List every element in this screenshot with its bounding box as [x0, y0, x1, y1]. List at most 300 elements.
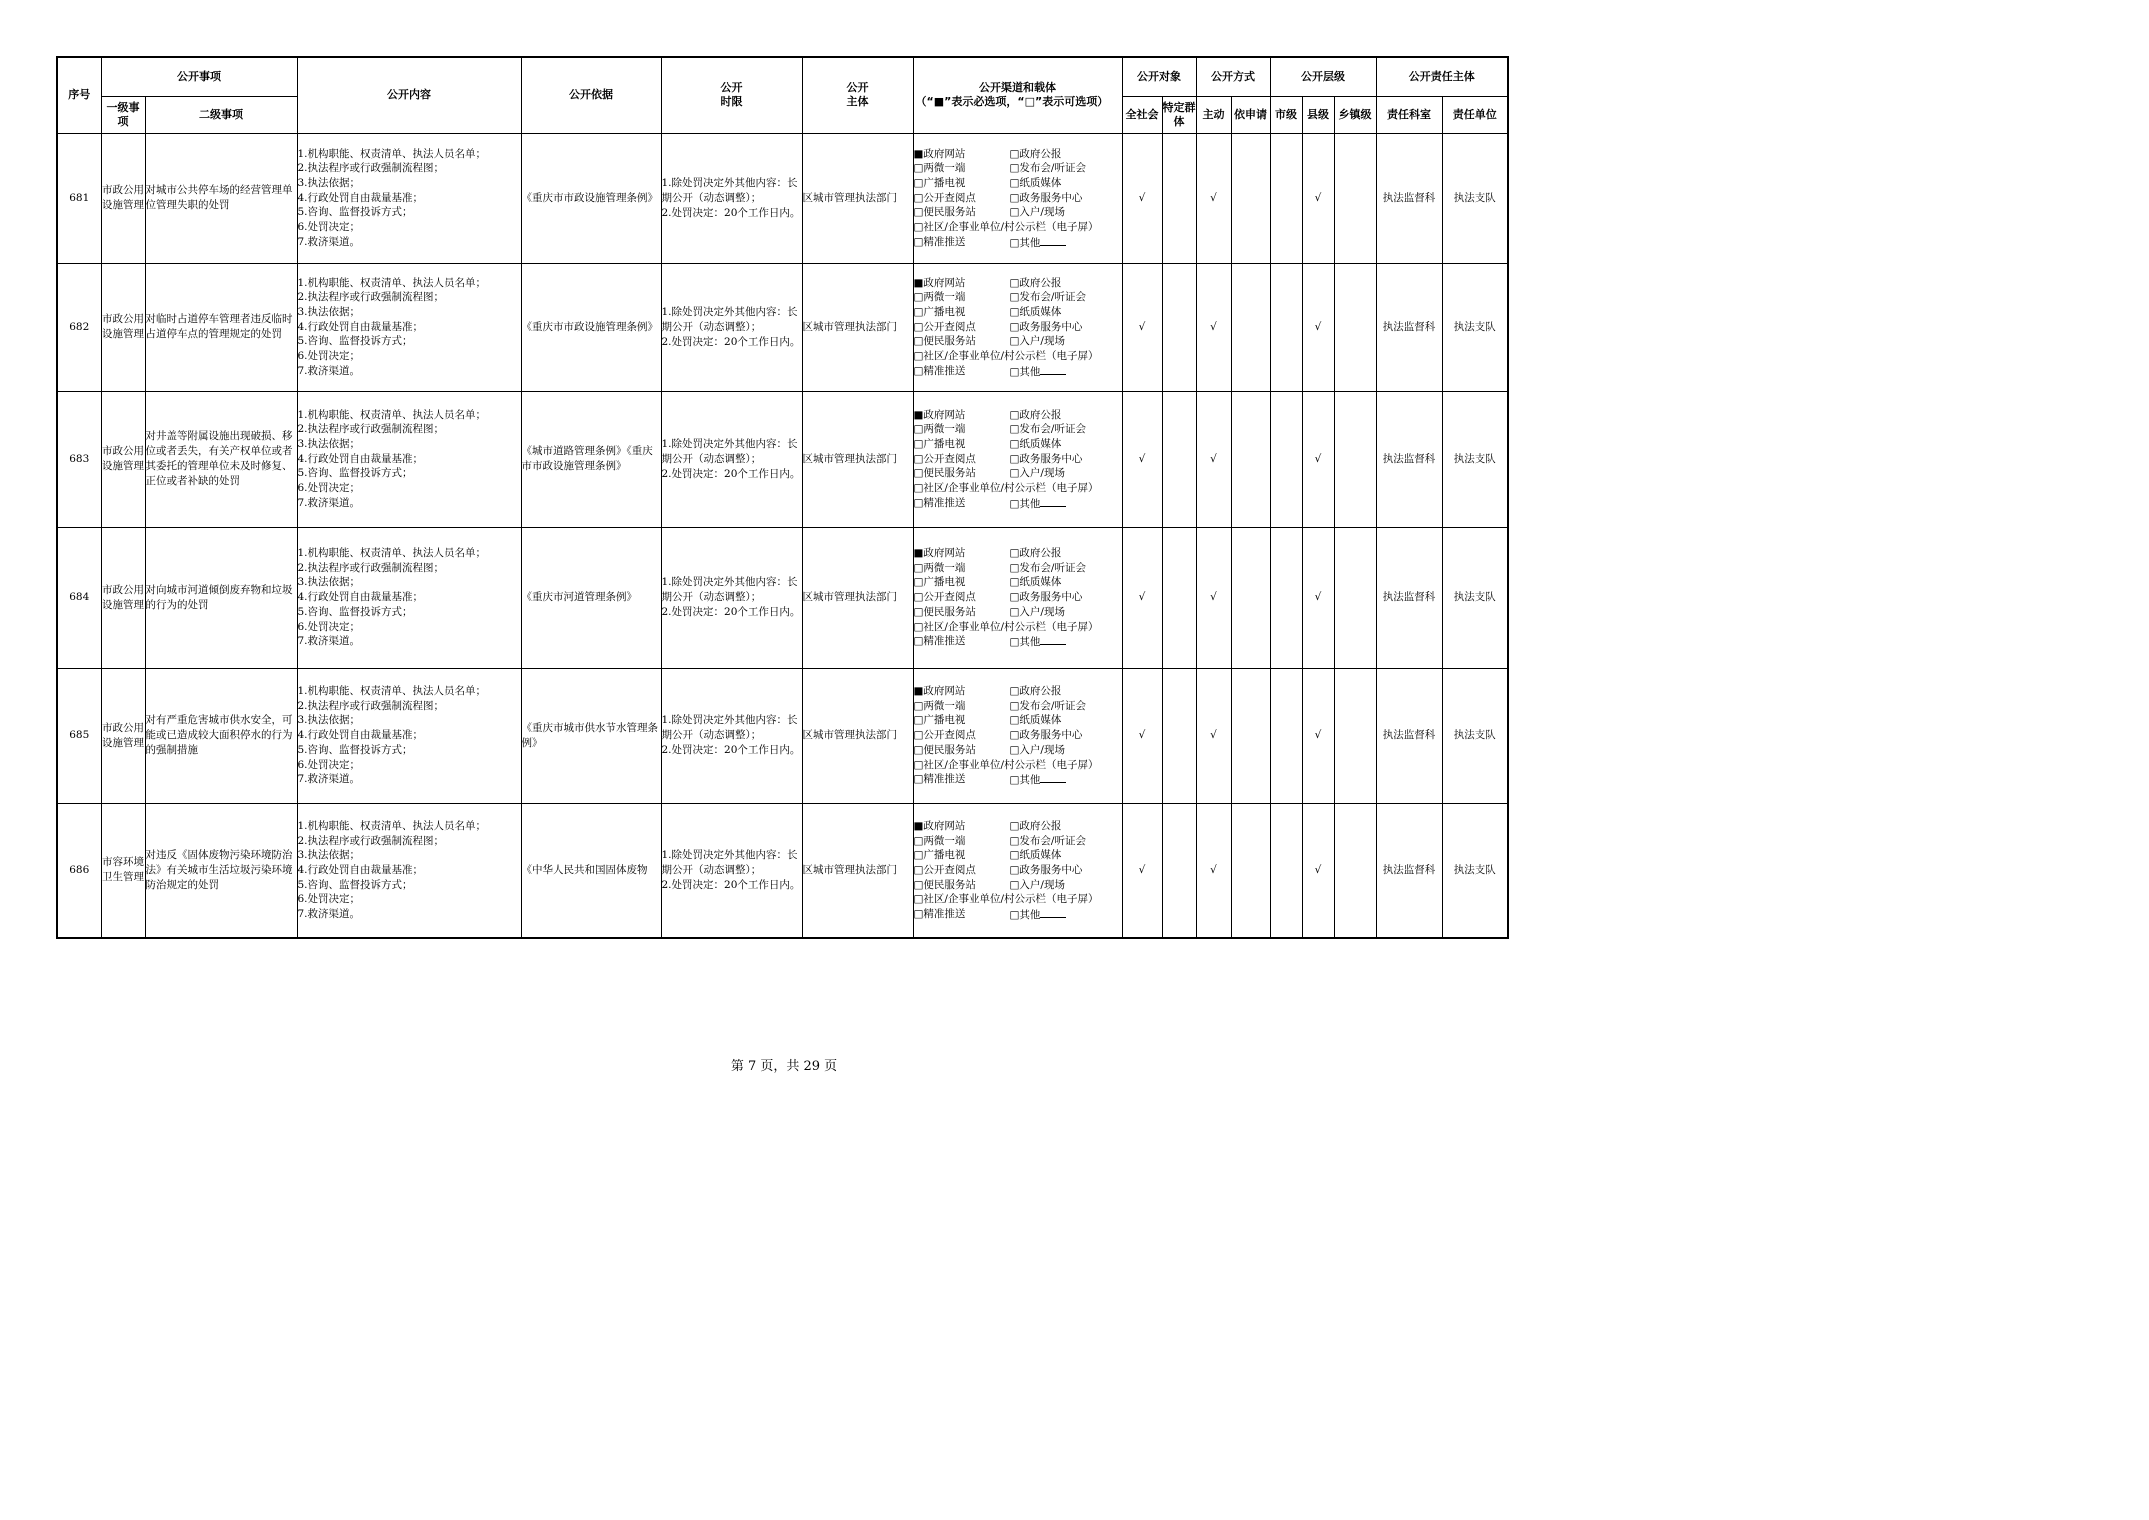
channel-option: □公开查阅点 — [913, 320, 976, 333]
row-resp-unit: 执法支队 — [1442, 263, 1508, 391]
channel-row — [914, 834, 1122, 849]
row-subject: 区城市管理执法部门 — [802, 133, 913, 263]
row-method-request — [1231, 263, 1270, 391]
content-line: 2.执法程序或行政强制流程图； — [297, 423, 445, 436]
channel-option: □政府公报 — [1009, 408, 1062, 421]
row-method-active: √ — [1196, 803, 1231, 938]
content-line: 1.机构职能、权责清单、执法人员名单； — [297, 547, 487, 560]
row-basis: 《重庆市市政设施管理条例》 — [521, 133, 661, 263]
content-line: 4.行政处罚自由裁量基准； — [297, 452, 424, 465]
table-row — [57, 391, 1508, 527]
content-line: 3.执法依据； — [297, 437, 361, 450]
content-line: 3.执法依据； — [297, 849, 361, 862]
row-deadline — [661, 668, 802, 803]
deadline-line: 1.除处罚决定外其他内容：长期公开（动态调整）； — [661, 576, 798, 603]
channel-option: □政府公报 — [1009, 147, 1062, 160]
row-target-specific — [1162, 527, 1196, 668]
channel-option: □精准推送 — [913, 773, 966, 786]
channel-option: □政务服务中心 — [1009, 320, 1083, 333]
channel-option: □两微一端 — [913, 291, 966, 304]
row-seq: 682 — [57, 263, 101, 391]
channel-option: □政务服务中心 — [1009, 591, 1083, 604]
channel-option: □其他 — [1010, 772, 1067, 787]
row-resp-unit: 执法支队 — [1442, 527, 1508, 668]
row-level-county: √ — [1302, 668, 1334, 803]
row-level-town — [1334, 391, 1376, 527]
channel-row — [914, 161, 1122, 176]
row-category: 市容环境卫生管理 — [101, 803, 145, 938]
content-line: 5.咨询、监督投诉方式； — [297, 467, 413, 480]
header-target-all: 全社会 — [1122, 96, 1162, 133]
deadline-line: 1.除处罚决定外其他内容：长期公开（动态调整）； — [661, 848, 798, 876]
channel-option: □精准推送 — [913, 235, 966, 248]
deadline-line: 1.除处罚决定外其他内容：长期公开（动态调整）； — [661, 437, 798, 465]
row-level-city — [1270, 263, 1302, 391]
content-line: 5.咨询、监督投诉方式； — [297, 605, 413, 618]
channel-option: □入户/现场 — [1009, 605, 1065, 618]
row-level-county: √ — [1302, 133, 1334, 263]
row-channels — [913, 803, 1122, 938]
channel-option: □其他 — [1010, 907, 1067, 922]
channel-option: □其他 — [1010, 235, 1067, 250]
channel-row — [914, 713, 1122, 728]
channel-option: □入户/现场 — [1009, 743, 1065, 756]
row-content — [297, 133, 521, 263]
row-content — [297, 527, 521, 668]
row-method-request — [1231, 133, 1270, 263]
row-resp-office: 执法监督科 — [1376, 263, 1442, 391]
row-resp-unit: 执法支队 — [1442, 133, 1508, 263]
channel-option: □政务服务中心 — [1009, 863, 1083, 876]
row-target-specific — [1162, 391, 1196, 527]
content-line: 1.机构职能、权责清单、执法人员名单； — [297, 408, 487, 421]
row-channels — [913, 263, 1122, 391]
channel-row — [914, 819, 1122, 834]
channel-row — [914, 422, 1122, 437]
blank-line — [1040, 907, 1066, 918]
row-resp-office: 执法监督科 — [1376, 527, 1442, 668]
channel-community: □社区/企事业单位/村公示栏（电子屏） — [913, 221, 1099, 234]
row-content — [297, 668, 521, 803]
row-method-active: √ — [1196, 391, 1231, 527]
row-target-all: √ — [1122, 668, 1162, 803]
content-line: 3.执法依据； — [297, 576, 361, 589]
channel-option: □纸质媒体 — [1009, 714, 1062, 727]
row-resp-unit: 执法支队 — [1442, 803, 1508, 938]
channel-option: □两微一端 — [913, 699, 966, 712]
row-method-active: √ — [1196, 133, 1231, 263]
channel-row — [914, 907, 1122, 922]
header-method: 公开方式 — [1196, 57, 1270, 96]
row-seq: 686 — [57, 803, 101, 938]
channel-row — [914, 466, 1122, 481]
row-subject: 区城市管理执法部门 — [802, 263, 913, 391]
row-subject: 区城市管理执法部门 — [802, 668, 913, 803]
channel-option: □便民服务站 — [913, 335, 976, 348]
header-level-county: 县级 — [1302, 96, 1334, 133]
channel-option: □便民服务站 — [913, 878, 976, 891]
row-method-active: √ — [1196, 263, 1231, 391]
header-level1: 一级事项 — [101, 96, 145, 133]
channel-option: □政府公报 — [1009, 685, 1062, 698]
channel-community: □社区/企事业单位/村公示栏（电子屏） — [913, 620, 1099, 633]
row-method-request — [1231, 391, 1270, 527]
channel-option: □广播电视 — [913, 305, 966, 318]
channel-option: □精准推送 — [913, 496, 966, 509]
row-method-request — [1231, 668, 1270, 803]
channel-row — [914, 235, 1122, 250]
channel-option: □精准推送 — [913, 635, 966, 648]
table-row — [57, 803, 1508, 938]
row-target-all: √ — [1122, 263, 1162, 391]
channel-option: □纸质媒体 — [1009, 305, 1062, 318]
row-level-city — [1270, 391, 1302, 527]
channel-row — [914, 561, 1122, 576]
row-deadline — [661, 527, 802, 668]
row-level-county: √ — [1302, 263, 1334, 391]
row-target-specific — [1162, 668, 1196, 803]
channel-row — [914, 147, 1122, 162]
row-deadline — [661, 263, 802, 391]
row-target-specific — [1162, 263, 1196, 391]
header-method-request: 依申请 — [1231, 96, 1270, 133]
row-category: 市政公用设施管理 — [101, 527, 145, 668]
channel-option: ■政府网站 — [913, 276, 966, 289]
channel-row — [914, 863, 1122, 878]
row-item: 对向城市河道倾倒废弃物和垃圾的行为的处罚 — [145, 527, 297, 668]
channel-option: □入户/现场 — [1009, 335, 1065, 348]
blank-line — [1040, 634, 1066, 645]
channel-option: □两微一端 — [913, 834, 966, 847]
channel-row — [914, 546, 1122, 561]
channel-row — [914, 699, 1122, 714]
row-level-town — [1334, 263, 1376, 391]
row-seq: 685 — [57, 668, 101, 803]
content-line: 4.行政处罚自由裁量基准； — [297, 591, 424, 604]
content-line: 1.机构职能、权责清单、执法人员名单； — [297, 685, 487, 698]
channel-row — [914, 437, 1122, 452]
content-line: 6.处罚决定； — [297, 893, 361, 906]
channel-option: □纸质媒体 — [1009, 437, 1062, 450]
row-level-town — [1334, 668, 1376, 803]
row-method-active: √ — [1196, 668, 1231, 803]
row-item: 对城市公共停车场的经营管理单位管理失职的处罚 — [145, 133, 297, 263]
row-channels — [913, 527, 1122, 668]
channel-row — [914, 878, 1122, 893]
channel-option: □入户/现场 — [1009, 878, 1065, 891]
channel-row — [914, 364, 1122, 379]
row-deadline — [661, 391, 802, 527]
channel-option: □两微一端 — [913, 423, 966, 436]
channel-option: □政府公报 — [1009, 819, 1062, 832]
row-content — [297, 263, 521, 391]
row-item: 对临时占道停车管理者违反临时占道停车点的管理规定的处罚 — [145, 263, 297, 391]
row-deadline — [661, 803, 802, 938]
row-channels — [913, 133, 1122, 263]
deadline-line: 1.除处罚决定外其他内容：长期公开（动态调整）； — [661, 305, 798, 333]
channel-option: ■政府网站 — [913, 819, 966, 832]
channel-option: □广播电视 — [913, 176, 966, 189]
content-line: 7.救济渠道。 — [297, 635, 361, 648]
deadline-line: 1.除处罚决定外其他内容：长期公开（动态调整）； — [661, 714, 798, 741]
row-basis: 《城市道路管理条例》《重庆市市政设施管理条例》 — [521, 391, 661, 527]
content-line: 1.机构职能、权责清单、执法人员名单； — [297, 276, 487, 289]
header-channels-note: （“■”表示必选项，“□”表示可选项） — [915, 95, 1109, 109]
content-line: 7.救济渠道。 — [297, 235, 361, 248]
header-resp-office: 责任科室 — [1376, 96, 1442, 133]
channel-row — [914, 590, 1122, 605]
header-resp-unit: 责任单位 — [1442, 96, 1508, 133]
content-line: 6.处罚决定； — [297, 221, 361, 234]
channel-row — [914, 743, 1122, 758]
channel-option: ■政府网站 — [913, 547, 966, 560]
channel-option: □公开查阅点 — [913, 452, 976, 465]
row-target-specific — [1162, 133, 1196, 263]
row-category: 市政公用设施管理 — [101, 391, 145, 527]
row-level-city — [1270, 668, 1302, 803]
header-deadline: 公开 时限 — [661, 57, 802, 133]
row-target-specific — [1162, 803, 1196, 938]
content-line: 2.执法程序或行政强制流程图； — [297, 162, 445, 175]
channel-row — [914, 772, 1122, 787]
channel-option: □广播电视 — [913, 849, 966, 862]
row-category: 市政公用设施管理 — [101, 263, 145, 391]
row-method-request — [1231, 527, 1270, 668]
deadline-line: 2.处罚决定：20个工作日内。 — [661, 206, 801, 219]
row-seq: 681 — [57, 133, 101, 263]
content-line: 2.执法程序或行政强制流程图； — [297, 561, 445, 574]
content-line: 4.行政处罚自由裁量基准； — [297, 191, 424, 204]
channel-community: □社区/企事业单位/村公示栏（电子屏） — [913, 350, 1099, 363]
content-line: 3.执法依据； — [297, 176, 361, 189]
deadline-line: 2.处罚决定：20个工作日内。 — [661, 878, 801, 891]
channel-option: □纸质媒体 — [1009, 576, 1062, 589]
content-line: 7.救济渠道。 — [297, 364, 361, 377]
deadline-line: 2.处罚决定：20个工作日内。 — [661, 744, 801, 756]
channel-option: □公开查阅点 — [913, 191, 976, 204]
row-basis: 《重庆市城市供水节水管理条例》 — [521, 668, 661, 803]
channel-row — [914, 320, 1122, 335]
row-item: 对有严重危害城市供水安全，可能或已造成较大面积停水的行为的强制措施 — [145, 668, 297, 803]
header-level: 公开层级 — [1270, 57, 1376, 96]
deadline-line: 2.处罚决定：20个工作日内。 — [661, 467, 801, 480]
page-footer: 第 7 页，共 29 页 — [730, 1059, 838, 1074]
row-level-town — [1334, 527, 1376, 668]
row-level-city — [1270, 803, 1302, 938]
row-seq: 683 — [57, 391, 101, 527]
channel-community: □社区/企事业单位/村公示栏（电子屏） — [913, 482, 1099, 495]
row-item: 对违反《固体废物污染环境防治法》有关城市生活垃圾污染环境防治规定的处罚 — [145, 803, 297, 938]
channel-option: □便民服务站 — [913, 467, 976, 480]
channel-row — [914, 575, 1122, 590]
channel-row — [914, 290, 1122, 305]
row-subject: 区城市管理执法部门 — [802, 527, 913, 668]
row-item: 对井盖等附属设施出现破损、移位或者丢失，有关产权单位或者其委托的管理单位未及时修复、正位或者补缺的处罚 — [145, 391, 297, 527]
deadline-line: 2.处罚决定：20个工作日内。 — [661, 335, 801, 348]
channel-row — [914, 496, 1122, 511]
channel-option: □政务服务中心 — [1009, 452, 1083, 465]
deadline-line: 2.处罚决定：20个工作日内。 — [661, 606, 801, 618]
channel-community: □社区/企事业单位/村公示栏（电子屏） — [913, 758, 1099, 771]
table-row — [57, 263, 1508, 391]
content-line: 1.机构职能、权责清单、执法人员名单； — [297, 819, 487, 832]
channel-row — [914, 684, 1122, 699]
channel-option: □公开查阅点 — [913, 591, 976, 604]
blank-line — [1040, 496, 1066, 507]
content-line: 6.处罚决定； — [297, 758, 361, 771]
row-seq: 684 — [57, 527, 101, 668]
row-level-city — [1270, 527, 1302, 668]
header-channels — [913, 57, 1122, 133]
row-target-all: √ — [1122, 133, 1162, 263]
channel-option: □公开查阅点 — [913, 863, 976, 876]
header-method-active: 主动 — [1196, 96, 1231, 133]
header-target-specific: 特定群体 — [1162, 96, 1196, 133]
channel-option: □入户/现场 — [1009, 467, 1065, 480]
channel-row — [914, 191, 1122, 206]
header-channels-title: 公开渠道和载体 — [979, 81, 1056, 95]
row-level-county: √ — [1302, 803, 1334, 938]
channel-option: □政府公报 — [1009, 276, 1062, 289]
blank-line — [1040, 772, 1066, 783]
channel-option: □入户/现场 — [1009, 206, 1065, 219]
content-line: 7.救济渠道。 — [297, 773, 361, 786]
content-line: 2.执法程序或行政强制流程图； — [297, 834, 445, 847]
blank-line — [1040, 364, 1066, 375]
channel-row — [914, 605, 1122, 620]
content-line: 1.机构职能、权责清单、执法人员名单； — [297, 147, 487, 160]
content-line: 6.处罚决定； — [297, 620, 361, 633]
content-line: 3.执法依据； — [297, 305, 361, 318]
channel-option: □其他 — [1010, 364, 1067, 379]
header-level-town: 乡镇级 — [1334, 96, 1376, 133]
channel-option: □政务服务中心 — [1009, 191, 1083, 204]
content-line: 4.行政处罚自由裁量基准； — [297, 320, 424, 333]
row-basis: 《重庆市河道管理条例》 — [521, 527, 661, 668]
row-resp-office: 执法监督科 — [1376, 391, 1442, 527]
content-line: 7.救济渠道。 — [297, 496, 361, 509]
row-resp-unit: 执法支队 — [1442, 391, 1508, 527]
row-category: 市政公用设施管理 — [101, 668, 145, 803]
channel-option: □公开查阅点 — [913, 729, 976, 742]
header-resp: 公开责任主体 — [1376, 57, 1508, 96]
content-line: 5.咨询、监督投诉方式； — [297, 878, 413, 891]
header-subject: 公开 主体 — [802, 57, 913, 133]
row-resp-office: 执法监督科 — [1376, 803, 1442, 938]
channel-row — [914, 634, 1122, 649]
channel-option: □广播电视 — [913, 714, 966, 727]
row-level-town — [1334, 133, 1376, 263]
channel-option: □广播电视 — [913, 437, 966, 450]
content-line: 2.执法程序或行政强制流程图； — [297, 291, 445, 304]
channel-row — [914, 408, 1122, 423]
channel-option: □发布会/听证会 — [1009, 699, 1086, 712]
channel-option: □两微一端 — [913, 162, 966, 175]
row-resp-unit: 执法支队 — [1442, 668, 1508, 803]
row-subject: 区城市管理执法部门 — [802, 803, 913, 938]
row-target-all: √ — [1122, 803, 1162, 938]
channel-option: □其他 — [1010, 634, 1067, 649]
header-matter: 公开事项 — [101, 57, 297, 96]
channel-option: □纸质媒体 — [1009, 176, 1062, 189]
row-basis: 《中华人民共和国固体废物 — [521, 803, 661, 938]
header-basis: 公开依据 — [521, 57, 661, 133]
channel-option: □广播电视 — [913, 576, 966, 589]
channel-row — [914, 728, 1122, 743]
channel-option: □其他 — [1010, 496, 1067, 511]
row-channels — [913, 391, 1122, 527]
channel-option: □发布会/听证会 — [1009, 162, 1086, 175]
channel-option: □两微一端 — [913, 561, 966, 574]
channel-option: □政府公报 — [1009, 547, 1062, 560]
content-line: 5.咨询、监督投诉方式； — [297, 743, 413, 756]
row-deadline — [661, 133, 802, 263]
row-subject: 区城市管理执法部门 — [802, 391, 913, 527]
row-method-request — [1231, 803, 1270, 938]
channel-row — [914, 452, 1122, 467]
channel-option: ■政府网站 — [913, 685, 966, 698]
row-level-town — [1334, 803, 1376, 938]
content-line: 6.处罚决定； — [297, 482, 361, 495]
table-row — [57, 668, 1508, 803]
content-line: 4.行政处罚自由裁量基准； — [297, 729, 424, 742]
channel-row — [914, 334, 1122, 349]
channel-row — [914, 305, 1122, 320]
row-content — [297, 391, 521, 527]
header-seq: 序号 — [57, 57, 101, 133]
header-level2: 二级事项 — [145, 96, 297, 133]
row-content — [297, 803, 521, 938]
row-basis: 《重庆市市政设施管理条例》 — [521, 263, 661, 391]
channel-option: □发布会/听证会 — [1009, 834, 1086, 847]
channel-option: □精准推送 — [913, 907, 966, 920]
channel-option: □发布会/听证会 — [1009, 423, 1086, 436]
row-resp-office: 执法监督科 — [1376, 668, 1442, 803]
channel-community: □社区/企事业单位/村公示栏（电子屏） — [913, 893, 1099, 906]
channel-option: □便民服务站 — [913, 743, 976, 756]
channel-option: □便民服务站 — [913, 605, 976, 618]
content-line: 6.处罚决定； — [297, 350, 361, 363]
deadline-line: 1.除处罚决定外其他内容：长期公开（动态调整）； — [661, 176, 798, 204]
row-method-active: √ — [1196, 527, 1231, 668]
channel-option: □发布会/听证会 — [1009, 291, 1086, 304]
header-target: 公开对象 — [1122, 57, 1196, 96]
row-level-county: √ — [1302, 527, 1334, 668]
row-target-all: √ — [1122, 527, 1162, 668]
channel-row — [914, 848, 1122, 863]
table-row — [57, 527, 1508, 668]
channel-row — [914, 176, 1122, 191]
content-line: 5.咨询、监督投诉方式； — [297, 335, 413, 348]
content-line: 4.行政处罚自由裁量基准； — [297, 863, 424, 876]
row-target-all: √ — [1122, 391, 1162, 527]
row-category: 市政公用设施管理 — [101, 133, 145, 263]
content-line: 7.救济渠道。 — [297, 907, 361, 920]
row-resp-office: 执法监督科 — [1376, 133, 1442, 263]
header-content: 公开内容 — [297, 57, 521, 133]
content-line: 5.咨询、监督投诉方式； — [297, 206, 413, 219]
channel-option: ■政府网站 — [913, 147, 966, 160]
channel-option: □纸质媒体 — [1009, 849, 1062, 862]
content-line: 2.执法程序或行政强制流程图； — [297, 699, 445, 712]
channel-option: □发布会/听证会 — [1009, 561, 1086, 574]
row-level-county: √ — [1302, 391, 1334, 527]
channel-option: □政务服务中心 — [1009, 729, 1083, 742]
disclosure-table — [56, 56, 1509, 939]
header-level-city: 市级 — [1270, 96, 1302, 133]
blank-line — [1040, 235, 1066, 246]
channel-row — [914, 205, 1122, 220]
